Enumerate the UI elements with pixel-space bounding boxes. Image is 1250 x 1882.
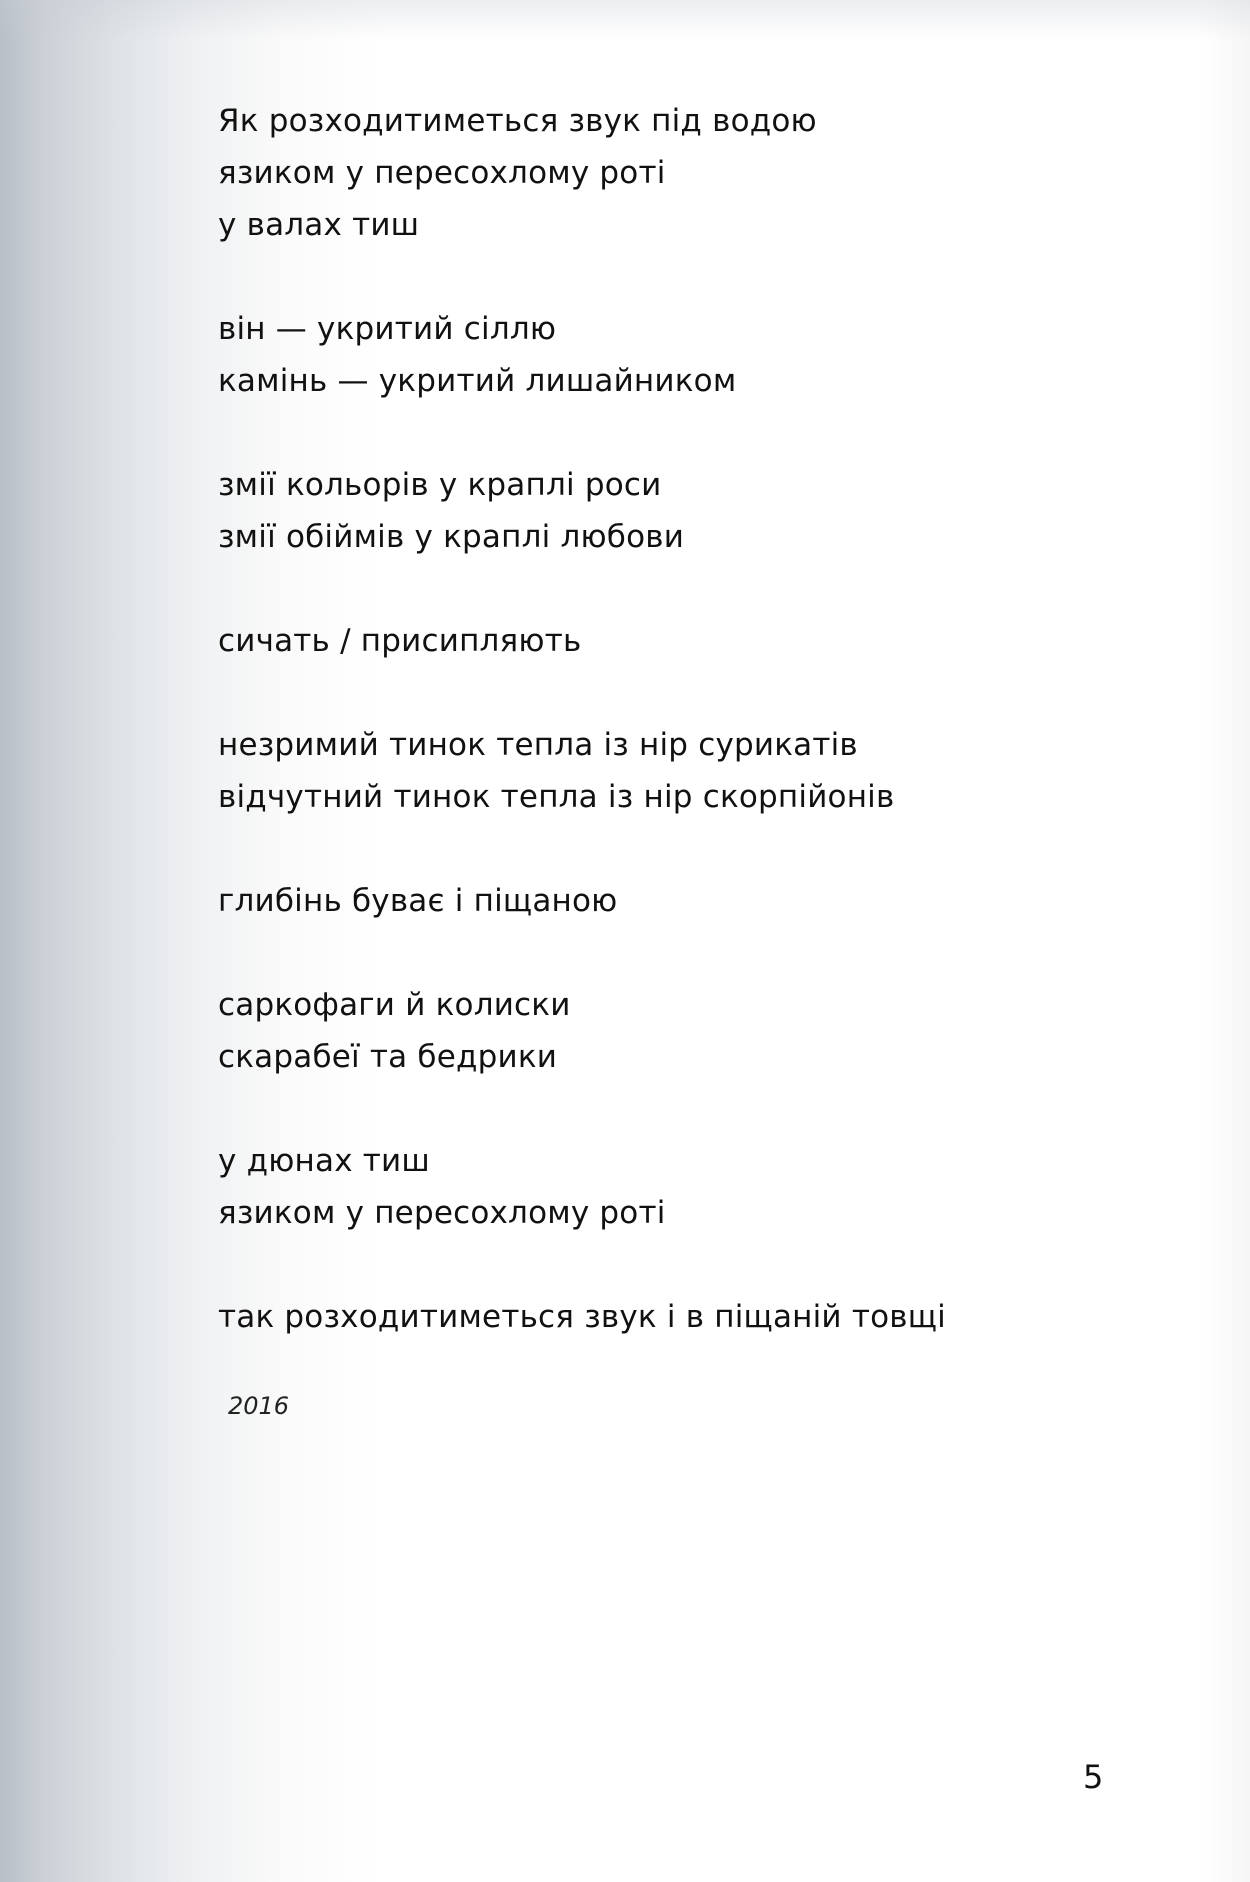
stanza (218, 1135, 1118, 1239)
poem-year: 2016 (228, 1392, 290, 1420)
page-number: 5 (1083, 1758, 1104, 1796)
poem-line: змії кольорів у краплі роси (218, 467, 662, 503)
stanza (218, 875, 1118, 927)
stanza (218, 459, 1118, 563)
poem-line: відчутний тинок тепла із нір скорпійонів (218, 779, 895, 815)
stanza (218, 719, 1118, 823)
poem-line: у валах тиш (218, 207, 420, 243)
page-shadow (0, 0, 1250, 40)
stanza (218, 95, 1118, 251)
poem-line: язиком у пересохлому роті (218, 155, 666, 191)
poem-line: незримий тинок тепла із нір сурикатів (218, 727, 858, 763)
stanza (218, 303, 1118, 407)
poem-line: сичать / присипляють (218, 623, 582, 659)
stanza (218, 1291, 1118, 1343)
stanza (218, 615, 1118, 667)
poem-text (218, 95, 1118, 1395)
poem-line: він — укритий сіллю (218, 311, 557, 347)
poem-line: камінь — укритий лишайником (218, 363, 737, 399)
poem-line: у дюнах тиш (218, 1143, 430, 1179)
poem-line: саркофаги й колиски (218, 987, 571, 1023)
poem-line: змії обіймів у краплі любови (218, 519, 685, 555)
stanza (218, 979, 1118, 1083)
poem-line: Як розходитиметься звук під водою (218, 103, 817, 139)
poem-line: язиком у пересохлому роті (218, 1195, 666, 1231)
poem-line: глибінь буває і піщаною (218, 883, 618, 919)
poem-line: скарабеї та бедрики (218, 1039, 558, 1075)
poem-line: так розходитиметься звук і в піщаній товщі (218, 1299, 946, 1335)
